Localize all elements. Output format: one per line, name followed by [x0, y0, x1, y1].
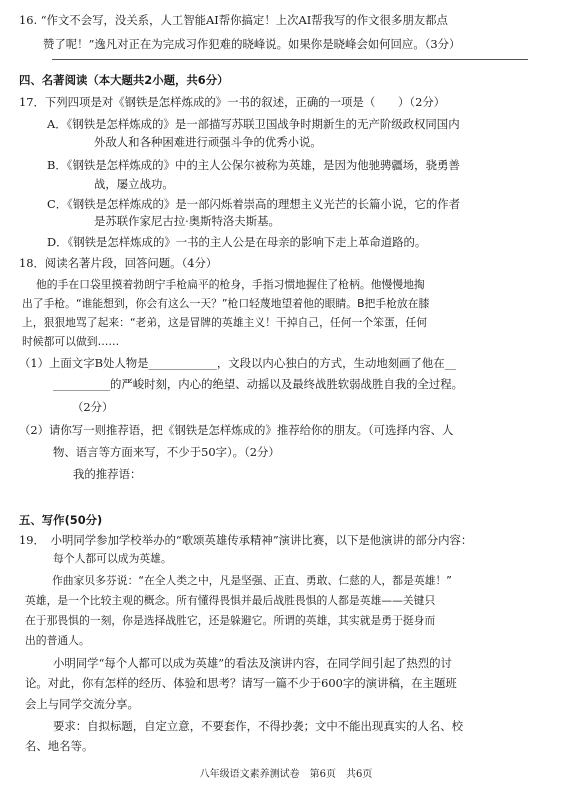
- q18-sub1-line-2: __________的严峻时刻，内心的绝望、动摇以及最终战胜软弱战胜自我的全过程。: [53, 377, 464, 391]
- q18-stem: 18．阅读名著片段，回答问题。（4分）: [19, 256, 218, 270]
- divider: [52, 59, 528, 60]
- q17-option-b-1: B．《钢铁是怎样炼成的》中的主人公保尔被称为英雄，是因为他驰骋疆场，骁勇善: [47, 158, 460, 172]
- recommendation-label: 我的推荐语：: [73, 467, 142, 481]
- excerpt-line-2: 出了手枪。“谁能想到，你会有这么一天？”枪口轻蔑地望着他的眼睛。B把手枪放在膝: [22, 297, 430, 310]
- q18-sub2-line-2: 物、语言等方面来写，不少于50字）。（2分）: [53, 445, 280, 459]
- q19-stem: 19． 小明同学参加学校举办的“歌颂英雄传承精神”演讲比赛，以下是他演讲的部分内容：: [19, 533, 473, 547]
- section-4-title: 四、名著阅读（本大题共2小题，共6分）: [19, 73, 229, 87]
- task-line-1: 小明同学“每个人都可以成为英雄”的看法及演讲内容，在同学间引起了热烈的讨: [53, 656, 452, 670]
- requirement-line-2: 名、地名等。: [25, 739, 94, 753]
- q17-option-a-2: 外敌人和各种困难进行顽强斗争的优秀小说。: [94, 135, 322, 149]
- q16-line-2: 赞了呢！”逸凡对正在为完成习作犯难的晓峰说。如果你是晓峰会如何回应。（3分）: [43, 37, 461, 51]
- task-line-2: 论。对此，你有怎样的经历、体验和思考？请写一篇不少于600字的演讲稿，在主题班: [25, 676, 457, 690]
- q18-sub1-line-1: （1）上面文字B处人物是____________，文段以内心独白的方式，生动地刻画了他在__: [19, 356, 457, 370]
- speech-line-2: 作曲家贝多芬说：“在全人类之中，凡是坚强、正直、勇敢、仁慈的人，都是英雄！”: [52, 574, 452, 587]
- task-line-3: 会上与同学交流分享。: [25, 697, 139, 711]
- q18-sub1-score: （2分）: [72, 400, 114, 414]
- section-5-title: 五、写作(50分): [19, 513, 103, 527]
- excerpt-line-3: 上，狠狠地骂了起来：“老弟，这是冒牌的英雄主义！干掉自己，任何一个笨蛋，任何: [22, 316, 428, 329]
- q17-option-c-1: C．《钢铁是怎样炼成的》是一部闪烁着崇高的理想主义光芒的长篇小说，它的作者: [47, 197, 461, 211]
- speech-line-3: 英雄，是一个比较主观的概念。所有懂得畏惧并最后战胜畏惧的人都是英雄——关键只: [25, 594, 436, 607]
- q17-stem: 17．下列四项是对《钢铁是怎样炼成的》一书的叙述，正确的一项是（ ）（2分）: [19, 95, 446, 109]
- q18-sub2-line-1: （2）请你写一则推荐语，把《钢铁是怎样炼成的》推荐给你的朋友。（可选择内容、人: [19, 423, 454, 437]
- page-footer: 八年级语文素养测试卷 第6页 共6页: [199, 769, 373, 780]
- q17-option-b-2: 战，屡立战功。: [94, 177, 174, 191]
- requirement-line-1: 要求：自拟标题，自定立意，不要套作，不得抄袭；文中不能出现真实的人名、校: [53, 719, 464, 733]
- q16-line-1: 16. “作文不会写，没关系，人工智能AI帮你搞定！上次AI帮我写的作文很多朋友都点: [19, 13, 448, 27]
- excerpt-line-1: 他的手在口袋里摸着勃朗宁手枪扁平的枪身，手指习惯地握住了枪柄。他慢慢地掏: [36, 278, 425, 291]
- q17-option-a-1: A．《钢铁是怎样炼成的》是一部描写苏联卫国战争时期新生的无产阶级政权同国内: [47, 117, 460, 131]
- q17-option-c-2: 是苏联作家尼古拉·奥斯特洛夫斯基。: [94, 214, 280, 228]
- excerpt-line-4: 时候都可以做到……: [22, 335, 120, 348]
- q17-option-d: D．《钢铁是怎样炼成的》一书的主人公是在母亲的影响下走上革命道路的。: [47, 235, 427, 249]
- speech-line-1: 每个人都可以成为英雄。: [53, 552, 172, 565]
- speech-line-5: 出的普通人。: [25, 634, 90, 647]
- speech-line-4: 在于那畏惧的一刻，你是选择战胜它，还是躲避它。所谓的英雄，其实就是勇于挺身而: [25, 614, 436, 627]
